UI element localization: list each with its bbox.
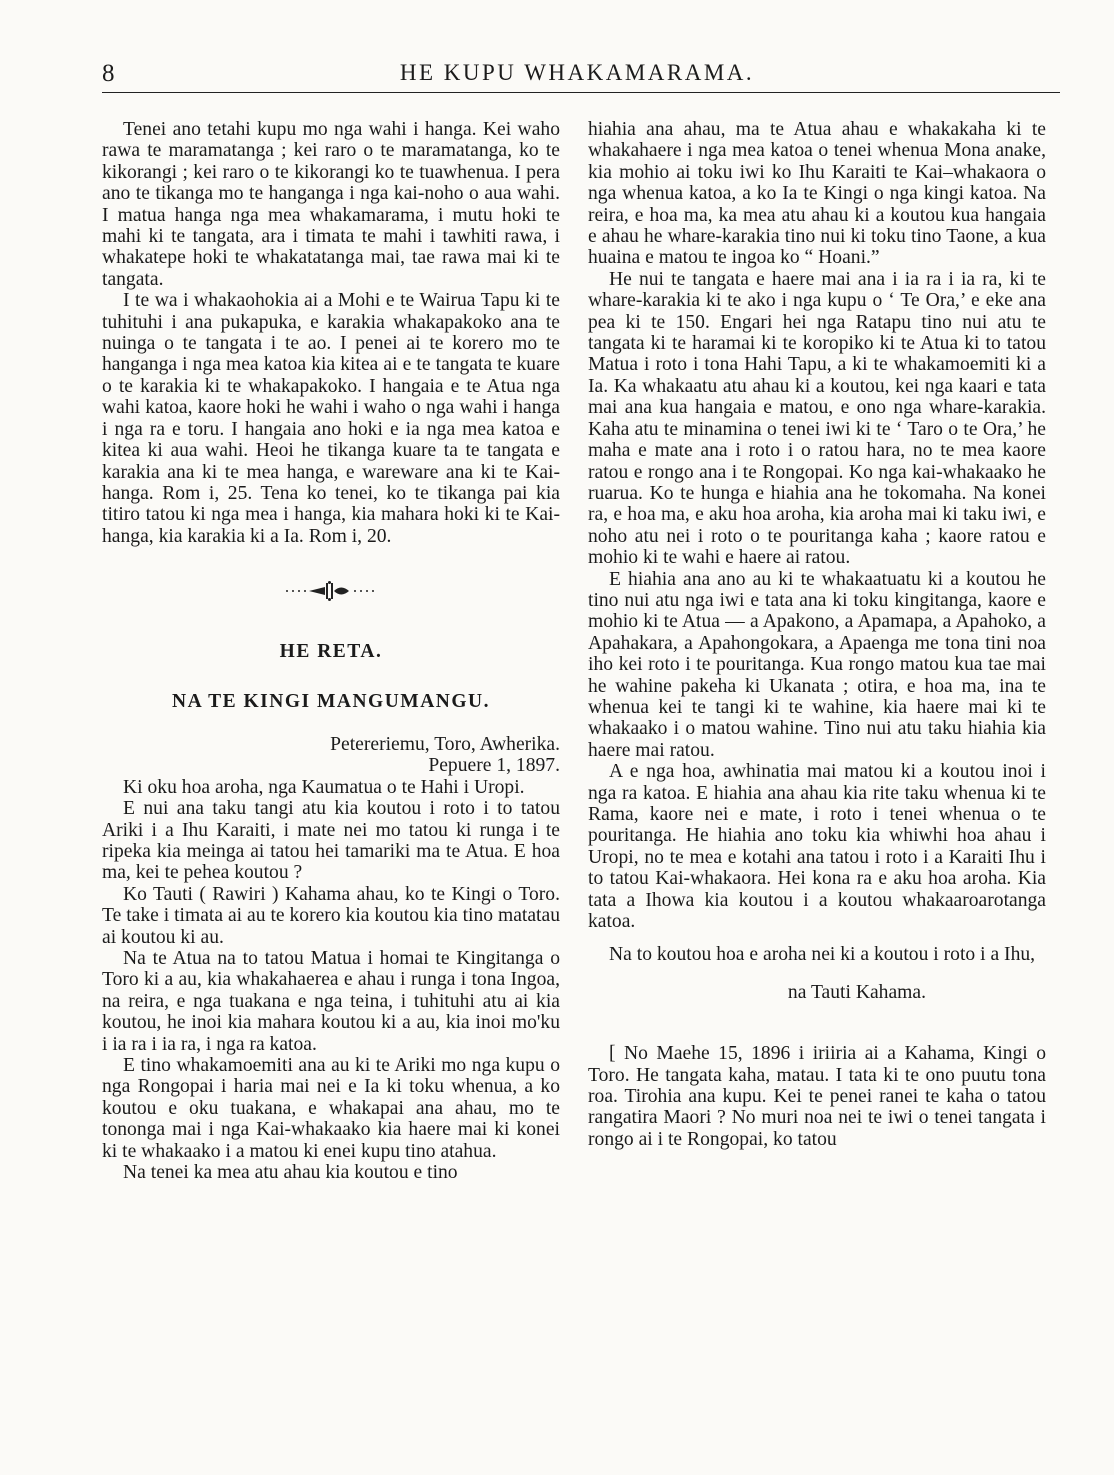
paragraph: E nui ana taku tangi atu kia koutou i roto i to tatou Ariki i a Ihu Karaiti, i mate nei mo tatou ki runga i te ripeka kia meinga ai tatou hei tamariki ma te Atua. E hoa ma, kei te pehea koutou ? xyxy=(102,798,560,884)
letter-date: Pepuere 1, 1897. xyxy=(428,755,560,777)
paragraph: Tenei ano tetahi kupu mo nga wahi i hanga. Kei waho rawa te maramatanga ; kei raro o te maramatanga, ko te kikorangi ; kei raro o te kikorangi ko te tuawhenua. I pera ano te tikanga mo te hanganga i nga kai-noho o aua wahi. I matua hanga nga mea whakamarama, i mutu hoki te mahi ki te tangata, ara i timata te mahi i tawhiti rawa, i whakatepe hoki te whakatatanga mai, tae rawa mai ki te tangata. xyxy=(102,119,560,290)
flourish-ornament-icon xyxy=(281,581,381,601)
paragraph: A e nga hoa, awhinatia mai matou ki a koutou inoi i nga ra katoa. E hiahia ana ahau kia rite taku whenua ki te Rama, kaore nei e mate, i roto i tenei whenua o te pouritanga. He hiahia ano toku kia whiwhi hoa ahau i Uropi, no te mea e kotahi ana tatou i roto i a Karaiti Ihu i to tatou Kai-whakaora. Hei kona ra e aku hoa aroha. Kia tata a Ihowa kia koutou i a koutou whakaaroarotanga katoa. xyxy=(588,761,1046,933)
paragraph: hiahia ana ahau, ma te Atua ahau e whakakaha ki te whakahaere i nga mea katoa o tenei whenua Mona anake, kia mohio ai toku iwi ko Ihu Karaiti te Kai–whakaora o nga whenua katoa, a ko Ia te Kingi o nga kingi katoa. Na reira, e hoa ma, ka mea atu ahau ki a koutou kua hangaia e ahau he whare-karakia tino nui ki toku tino Taone, a kua huaina e matou te ingoa ko “ Hoani.” xyxy=(588,119,1046,269)
paragraph: Ko Tauti ( Rawiri ) Kahama ahau, ko te Kingi o Toro. Te take i timata ai au te korero kia koutou kia tino matatau ai koutou ki au. xyxy=(102,883,560,948)
paragraph: Na te Atua na to tatou Matua i homai te Kingitanga o Toro ki a au, kia whakahaerea e ahau i runga i tona Ingoa, na reira, e nga tuakana e nga teina, i tuhituhi atu ai kia koutou, he inoi kia mahara koutou ki a au, kia inoi mo'ku i ia ra i ia ra, i nga ra katoa. xyxy=(102,948,560,1055)
section-title: HE RETA. xyxy=(279,641,383,663)
paragraph: E hiahia ana ano au ki te whakaatuatu ki a koutou he tino nui atu nga iwi e tata ana ki toku kingitanga, kaore e mohio ki te Atua — a Apakono, a Apamapa, a Apahoko, a Apahakara, a Apahongokara, a Apaenga me tona tini noa iho kei roto i te pouritanga. Kua rongo matou kua tae mai he wahine pakeha ki Ukanata ; otira, e hoa ma, ina te whenua kei te tangi ki te wahine, kia haere mai ki te whakaako i o matou wahine. Tino nui atu taku hiahia kia haere mai ratou. xyxy=(588,568,1046,761)
paragraph: I te wa i whakaohokia ai a Mohi e te Wairua Tapu ki te tuhituhi i ana pukapuka, e karakia whakapakoko ana te nuinga o te tangata i te ao. I penei ai te korero mo te hanganga i nga mea katoa kia kitea ai e te tangata te kuare o te karakia ki te whakapakoko. I hangaia e te Atua nga wahi katoa, kaore hoki he wahi i waho o nga wahi i hanga i nga ra e toru. I hangaia ano hoki e ia nga mea katoa e kitea ki aua wahi. Heoi he tikanga kuare ta te tangata e karakia ana ki te mea hanga, e wareware ana ki te Kai-hanga. Rom i, 25. Tena ko tenei, ko te tikanga pai kia titiro tatou ki nga mea i hanga, kia mahara hoki ki te Kai-hanga, kia karakia ki a Ia. Rom i, 20. xyxy=(102,290,560,547)
left-column xyxy=(102,119,560,1183)
salutation: Ki oku hoa aroha, nga Kaumatua o te Hahi i Uropi. xyxy=(123,776,525,798)
editor-note: [ No Maehe 15, 1896 i iriiria ai a Kahama, Kingi o Toro. He tangata kaha, matau. I tata ki te ono puutu tona roa. Tirohia ana kupu. Kei te penei ranei te kaha o tatou rangatira Maori ? No muri noa nei te iwi o tenei tangata i rongo ai i te Rongopai, ko tatou xyxy=(588,1043,1046,1150)
signature: na Tauti Kahama. xyxy=(787,981,926,1003)
paragraph: Na tenei ka mea atu ahau kia koutou e tino xyxy=(123,1162,458,1184)
section-subtitle: NA TE KINGI MANGUMANGU. xyxy=(172,690,490,712)
closing-line: Na to koutou hoa e aroha nei ki a koutou i roto i a Ihu, xyxy=(609,944,1036,966)
ornament-divider xyxy=(102,581,560,601)
header-rule xyxy=(102,92,1060,93)
paragraph: He nui te tangata e haere mai ana i ia ra i ia ra, ki te whare-karakia ki te ako i nga kupu o ‘ Te Ora,’ e eke ana pea ki te 150. Engari hei nga Ratapu tino nui atu te tangata ki te haramai ki te koropiko ki te Atua ki to tatou Matua i roto i tona Hahi Tapu, a ki te whakamoemiti ki a Ia. Ka whakaatu atu ahau ki a koutou, kei nga kaari e tata mai ana kua hangaia e matou, e ono nga whare-karakia. Kaha atu te minamina o tenei iwi ki te ‘ Taro o te Ora,’ he maha e mate ana i roto i o ratou hara, no te mea kaore ratou e rongo ana i te Rongopai. Ko nga kai-whakaako he ruarua. Ko te hunga e hiahia ana he tokomaha. Na konei ra, e hoa ma, e aku hoa aroha, kia aroha mai ki taku iwi, e noho atu nei i roto o te pouritanga kaha ; kaore ratou e mohio ki te wahi e haere ai ratou. xyxy=(588,268,1046,569)
page-number: 8 xyxy=(102,60,115,87)
letter-place: Petereriemu, Toro, Awherika. xyxy=(330,733,560,755)
running-title: HE KUPU WHAKAMARAMA. xyxy=(399,60,755,85)
right-column xyxy=(588,119,1046,1150)
paragraph: E tino whakamoemiti ana au ki te Ariki mo nga kupu o nga Rongopai i haria mai nei e Ia ki toku whenua, a ko koutou e oku tuakana, e whakapai ana ahau, mo te tononga mai i nga Kai-whakaako kia haere mai ki konei ki te whakaako i a matou ki enei kupu tino atahua. xyxy=(102,1055,560,1162)
